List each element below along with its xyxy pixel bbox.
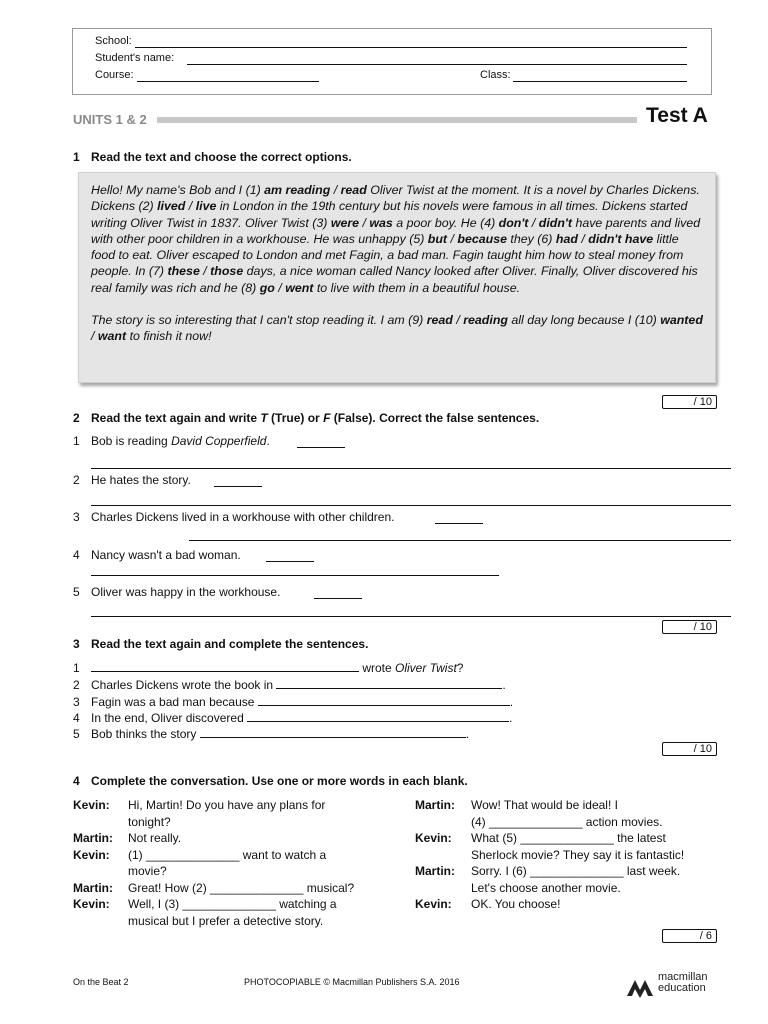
dialogue-line: musical but I prefer a detective story.: [128, 913, 324, 928]
true-false-blank[interactable]: [314, 598, 362, 599]
item-text: Bob is reading: [91, 434, 172, 448]
dialogue-speaker: Kevin:: [415, 897, 452, 911]
q3-item: [73, 660, 463, 675]
reading-option[interactable]: wanted: [660, 313, 703, 328]
item-text: wrote: [359, 661, 396, 675]
school-label: School:: [95, 35, 132, 47]
student-info-box: [72, 28, 712, 95]
q2-heading: [73, 411, 539, 425]
class-label: Class:: [480, 69, 511, 81]
reading-option[interactable]: go: [259, 280, 275, 295]
q3-item: [73, 710, 512, 725]
units-divider-bar: [157, 117, 637, 123]
item-text: .: [509, 695, 514, 709]
item-text: .: [465, 727, 470, 741]
student-name-label: Student's name:: [95, 52, 175, 64]
q1-instruction: Read the text and choose the correct options.: [91, 150, 352, 164]
q3-item: [73, 694, 513, 709]
q2-instruction-part: (False). Correct the false sentences.: [330, 411, 540, 425]
q1-number: 1: [73, 150, 80, 164]
reading-option[interactable]: went: [285, 280, 314, 295]
q2-item: [73, 510, 394, 524]
item-number: 4: [73, 711, 80, 725]
q2-item: [73, 585, 280, 599]
item-text: .: [509, 711, 513, 725]
q1-score-box[interactable]: / 10: [662, 395, 717, 409]
true-false-blank[interactable]: [435, 523, 483, 524]
reading-option[interactable]: want: [97, 329, 127, 344]
item-text: In the end, Oliver discovered: [91, 711, 248, 725]
publisher-logo-text: [658, 972, 708, 994]
answer-blank[interactable]: [200, 726, 466, 738]
reading-option[interactable]: am reading: [264, 183, 331, 197]
q2-instruction-false: F: [323, 411, 331, 425]
q2-instruction-part: (True) or: [267, 411, 324, 425]
dialogue-line[interactable]: Sorry. I (6) ______________ last week.: [471, 864, 681, 878]
reading-option[interactable]: read: [340, 183, 367, 197]
dialogue-speaker: Martin:: [415, 798, 455, 812]
q3-instruction: Read the text again and complete the sentences.: [91, 637, 369, 651]
item-title: David Copperfield: [171, 434, 267, 448]
dialogue-speaker: Martin:: [73, 880, 113, 895]
reading-option[interactable]: lived: [157, 199, 186, 214]
q1-heading: [73, 150, 352, 164]
reading-paragraph-1: Hello! My name's Bob and I (1) am reading / read Oliver Twist at the moment. It is a novel by Charles Dickens. Dickens (2) lived / live in London in the 19th century but his novels were famous in all times. Dickens started writing Oliver Twist in 1837. Oliver Twist (3) were / was a poor boy. He (4) don't / didn't have parents and lived with other poor children in a workhouse. He was unhappy (5) but / because they (6) had / didn't have little food to eat. Oliver escaped to London and met Fagin, a bad man. Fagin taught him how to steal money from people. In (7) these / those days, a nice woman called Nancy looked after Oliver. Finally, Oliver discovered his real family was rich and he (8) go / went to live with them in a beautiful house.: [91, 183, 701, 295]
dialogue-line: tonight?: [128, 814, 171, 829]
reading-option[interactable]: had: [555, 231, 578, 246]
item-number: 5: [73, 727, 80, 741]
dialogue-speaker: Martin:: [73, 831, 113, 845]
class-field[interactable]: [513, 81, 687, 82]
reading-option[interactable]: didn't: [538, 215, 572, 230]
q3-number: 3: [73, 637, 80, 651]
dialogue-line: Wow! That would be ideal! I: [471, 798, 618, 812]
dialogue-speaker: Martin:: [415, 864, 455, 878]
q3-item: [73, 726, 469, 741]
reading-option[interactable]: don't: [498, 215, 529, 230]
item-number: 4: [73, 548, 80, 562]
item-text: .: [502, 678, 506, 692]
item-title: Oliver Twist: [395, 661, 457, 675]
answer-blank[interactable]: [258, 694, 510, 706]
reading-option[interactable]: these: [167, 264, 200, 279]
reading-option[interactable]: live: [195, 199, 217, 214]
dialogue-speaker: Kevin:: [73, 897, 110, 911]
item-number: 3: [73, 510, 80, 524]
school-field[interactable]: [135, 47, 687, 48]
item-number: 1: [73, 434, 80, 448]
dialogue-line: Not really.: [128, 831, 182, 845]
dialogue-line: Hi, Martin! Do you have any plans for: [128, 798, 326, 812]
item-number: 1: [73, 661, 80, 675]
dialogue-speaker: Kevin:: [73, 798, 110, 812]
correction-line[interactable]: [91, 575, 499, 576]
q2-item: [73, 548, 241, 562]
item-text: Nancy wasn't a bad woman.: [91, 548, 241, 562]
item-text: Oliver was happy in the workhouse.: [91, 585, 281, 599]
dialogue-speaker: Kevin:: [73, 847, 110, 862]
dialogue-line: movie?: [128, 864, 167, 878]
reading-option[interactable]: those: [210, 264, 244, 279]
dialogue-line[interactable]: Well, I (3) ______________ watching a: [128, 897, 337, 911]
dialogue-line[interactable]: Great! How (2) ______________ musical?: [128, 880, 355, 895]
answer-blank[interactable]: [91, 660, 359, 672]
course-field[interactable]: [137, 81, 319, 82]
item-number: 5: [73, 585, 80, 599]
item-text: Charles Dickens wrote the book in: [91, 678, 277, 692]
course-label: Course:: [95, 69, 134, 81]
q4-score-box[interactable]: / 6: [662, 929, 717, 943]
dialogue-line: Let's choose another movie.: [471, 880, 621, 895]
reading-option[interactable]: was: [369, 215, 393, 230]
student-name-field[interactable]: [187, 64, 687, 65]
answer-blank[interactable]: [276, 677, 502, 689]
dialogue-line[interactable]: (1) ______________ want to watch a: [128, 847, 327, 862]
q2-instruction-part: Read the text again and write: [91, 411, 261, 425]
dialogue-line: OK. You choose!: [471, 897, 561, 911]
dialogue-speaker: Kevin:: [415, 831, 452, 845]
q2-instruction-true: T: [260, 411, 268, 425]
answer-blank[interactable]: [247, 710, 509, 722]
logo-line-2: education: [658, 982, 706, 994]
true-false-blank[interactable]: [266, 561, 314, 562]
dialogue-line: Sherlock movie? They say it is fantastic!: [471, 847, 685, 862]
q2-item: [73, 473, 191, 487]
item-number: 2: [73, 678, 80, 692]
reading-paragraph-2: The story is so interesting that I can't stop reading it. I am (9) read / reading all day long because I (10) wanted / want to finish it now!: [91, 313, 703, 344]
reading-option[interactable]: were: [330, 215, 360, 230]
logo-line-1: macmillan: [658, 971, 708, 983]
q4-instruction: Complete the conversation. Use one or more words in each blank.: [91, 774, 468, 788]
correction-line[interactable]: [91, 468, 731, 469]
reading-option[interactable]: but: [427, 231, 448, 246]
q2-item: [73, 434, 270, 448]
item-text: Bob thinks the story: [91, 727, 200, 741]
q2-number: 2: [73, 411, 80, 425]
true-false-blank[interactable]: [297, 447, 345, 448]
q3-item: [73, 677, 506, 692]
units-label: UNITS 1 & 2: [73, 112, 147, 127]
reading-option[interactable]: didn't have: [588, 231, 654, 246]
item-number: 2: [73, 473, 80, 487]
correction-line[interactable]: [189, 540, 731, 541]
footer-book-title: On the Beat 2: [73, 977, 129, 987]
item-text: ?: [456, 661, 464, 675]
true-false-blank[interactable]: [214, 486, 262, 487]
item-text: Charles Dickens lived in a workhouse with other children.: [91, 510, 395, 524]
macmillan-logo-icon: [626, 974, 656, 998]
correction-line[interactable]: [91, 505, 731, 506]
reading-option[interactable]: because: [457, 231, 507, 246]
reading-text-box: [78, 172, 716, 383]
reading-option[interactable]: reading: [463, 313, 508, 328]
q4-number: 4: [73, 774, 80, 788]
correction-line[interactable]: [91, 616, 731, 617]
test-title: Test A: [646, 104, 708, 127]
item-text: .: [266, 434, 270, 448]
dialogue-line[interactable]: (4) ______________ action movies.: [471, 814, 663, 829]
q2-score-box[interactable]: / 10: [662, 620, 717, 634]
dialogue-line[interactable]: What (5) ______________ the latest: [471, 831, 666, 845]
q4-heading: [73, 774, 468, 788]
item-text: Fagin was a bad man because: [91, 695, 258, 709]
reading-option[interactable]: read: [426, 313, 453, 328]
q3-heading: [73, 637, 368, 651]
footer-copyright: PHOTOCOPIABLE © Macmillan Publishers S.A. 2016: [244, 977, 460, 987]
item-number: 3: [73, 695, 80, 709]
item-text: He hates the story.: [91, 473, 191, 487]
q3-score-box[interactable]: / 10: [662, 742, 717, 756]
